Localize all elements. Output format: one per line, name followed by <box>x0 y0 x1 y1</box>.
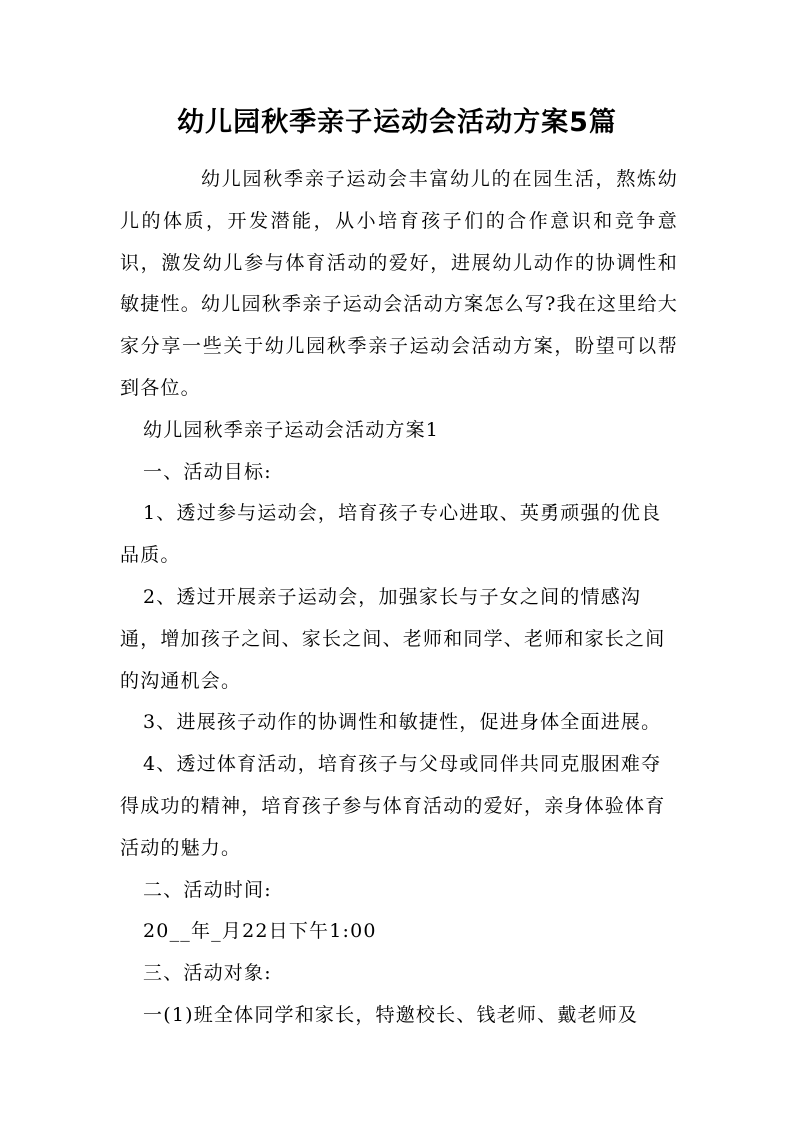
goal-item: 1、透过参与运动会，培育孩子专心进取、英勇顽强的优良品质。 <box>120 502 662 567</box>
document-body <box>120 159 678 1037</box>
section-heading-target: 三、活动对象: <box>143 962 272 985</box>
activity-target: 一(1)班全体同学和家长，特邀校长、钱老师、戴老师及 <box>143 1003 639 1026</box>
plan-heading: 幼儿园秋季亲子运动会活动方案1 <box>143 418 440 441</box>
goal-item: 2、透过开展亲子运动会，加强家长与子女之间的情感沟通，增加孩子之间、家长之间、老师和同学、老师和家长之间的沟通机会。 <box>120 585 666 692</box>
goal-item: 3、进展孩子动作的协调性和敏捷性，促进身体全面进展。 <box>143 711 662 734</box>
goal-item: 4、透过体育活动，培育孩子与父母或同伴共同克服困难夺得成功的精神，培育孩子参与体育活动的爱好，亲身体验体育活动的魅力。 <box>120 753 666 859</box>
section-heading-goals: 一、活动目标: <box>143 460 272 483</box>
document-title: 幼儿园秋季亲子运动会活动方案5篇 <box>177 107 617 138</box>
section-heading-time: 二、活动时间: <box>143 878 272 901</box>
intro-paragraph: 幼儿园秋季亲子运动会丰富幼儿的在园生活，熬炼幼儿的体质，开发潜能，从小培育孩子们的合作意识和竞争意识，激发幼儿参与体育活动的爱好，进展幼儿动作的协调性和敏捷性。幼儿园秋季亲子运动会活动方案怎么写?我在这里给大家分享一些关于幼儿园秋季亲子运动会活动方案，盼望可以帮到各位。 <box>120 168 678 399</box>
activity-time: 20__年_月22日下午1:00 <box>143 920 377 943</box>
